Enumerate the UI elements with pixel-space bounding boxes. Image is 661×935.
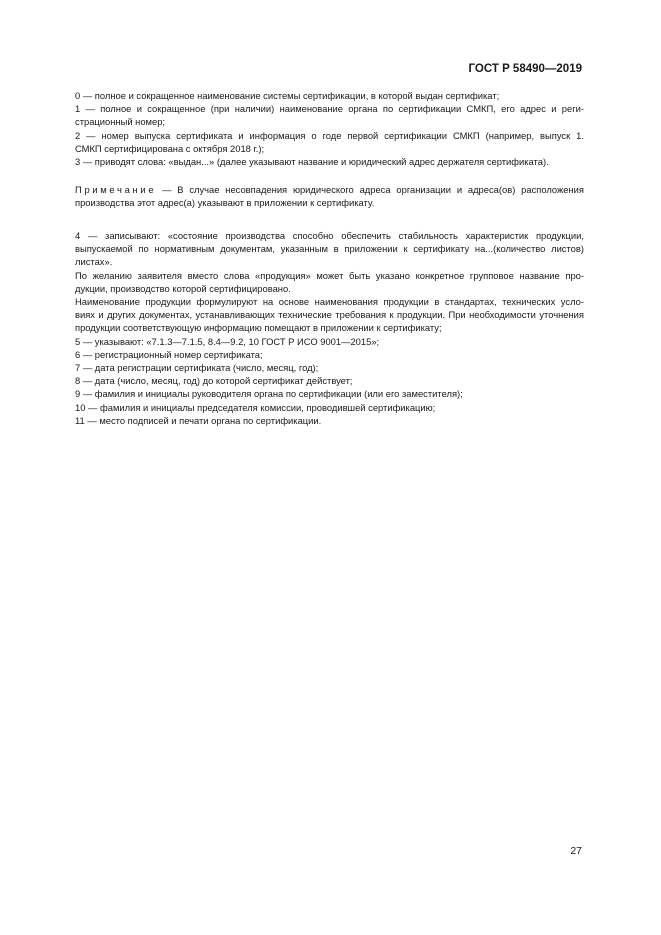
- legend-item-b-0-line-1: [75, 229, 584, 242]
- note-text: — В случае несовпадения юридического адреса организации и адреса(ов) расположения: [156, 184, 584, 195]
- legend-item-b-4-line-1: [75, 348, 584, 361]
- legend-item-b-0-line-2: [75, 242, 584, 255]
- legend-item-1-text-2: страционный номер;: [75, 116, 166, 128]
- note: [75, 183, 584, 209]
- note-line-2: [75, 196, 584, 209]
- legend-item-3-text-1: 3 — приводят слова: «выдан...» (далее указывают название и юридический адрес держателя сертификата).: [75, 156, 549, 168]
- legend-item-b-9-line-1: [75, 414, 584, 427]
- legend-item-b-6-text-1: 8 — дата (число, месяц, год) до которой сертификат действует;: [75, 375, 353, 387]
- note-continuation: производства этот адрес(а) указывают в приложении к сертификату.: [75, 197, 375, 209]
- legend-item-b-5-line-1: [75, 361, 584, 374]
- legend-item-b-3-text-1: 5 — указывают: «7.1.3—7.1.5, 8.4—9.2, 10 ГОСТ Р ИСО 9001—2015»;: [75, 335, 380, 347]
- legend-item-2-text-2: СМКП сертифицирована с октября 2018 г.);: [75, 142, 265, 154]
- legend-item-1-line-2: [75, 115, 584, 128]
- legend-item-b-6-line-1: [75, 374, 584, 387]
- legend-item-b-0-text-2: выпускаемой по нормативным документам, указанным в приложении к сертификату на...(количество листов): [75, 243, 584, 255]
- legend-item-b-9-text-1: 11 — место подписей и печати органа по сертификации.: [75, 414, 322, 426]
- note-line-1: [75, 183, 584, 196]
- legend-item-1-text-1: 1 — полное и сокращенное (при наличии) наименование органа по сертификации СМКП, его адрес и реги-: [75, 103, 584, 115]
- legend-item-b-4-text-1: 6 — регистрационный номер сертификата;: [75, 348, 263, 360]
- legend-item-b-3-line-1: [75, 335, 584, 348]
- legend-item-b-1-text-1: По желанию заявителя вместо слова «продукция» может быть указано конкретное групповое название про-: [75, 269, 584, 281]
- legend-item-b-7-line-1: [75, 387, 584, 400]
- legend-item-b-8-line-1: [75, 401, 584, 414]
- legend-item-b-2-text-1: Наименование продукции формулируют на основе наименования продукции в стандартах, технических усло-: [75, 296, 584, 308]
- legend-item-b-1-line-1: [75, 269, 584, 282]
- legend-item-b-2-text-2: виях и других документах, устанавливающих технические требования к продукции. При необходимости уточнения: [75, 309, 584, 321]
- legend-item-b-2-line-2: [75, 308, 584, 321]
- legend-item-2-text-1: 2 — номер выпуска сертификата и информация о годе первой сертификации СМКП (например, выпуск 1.: [75, 129, 584, 141]
- legend-item-b-0-line-3: [75, 255, 584, 268]
- legend-item-2-line-2: [75, 142, 584, 155]
- legend-item-b-1-line-2: [75, 282, 584, 295]
- page-number: 27: [570, 845, 582, 857]
- legend-item-0-line-1: [75, 89, 584, 102]
- legend-item-b-5-text-1: 7 — дата регистрации сертификата (число, месяц, год);: [75, 362, 319, 374]
- note-label: Примечание: [75, 184, 157, 195]
- standard-code: ГОСТ Р 58490—2019: [468, 63, 582, 75]
- legend-item-b-2-line-3: [75, 321, 584, 334]
- legend-item-b-8-text-1: 10 — фамилия и инициалы председателя комиссии, проводившей сертификацию;: [75, 401, 436, 413]
- legend-item-b-2-text-3: продукции соответствующую информацию помещают в приложении к сертификату;: [75, 322, 442, 334]
- legend-item-1-line-1: [75, 102, 584, 115]
- legend-item-2-line-1: [75, 129, 584, 142]
- legend-items-4-11: [75, 229, 584, 427]
- legend-item-b-0-text-3: листах».: [75, 256, 113, 268]
- legend-item-b-7-text-1: 9 — фамилия и инициалы руководителя органа по сертификации (или его заместителя);: [75, 388, 463, 400]
- legend-item-3-line-1: [75, 155, 584, 168]
- legend-item-0-text-1: 0 — полное и сокращенное наименование системы сертификации, в которой выдан сертификат;: [75, 90, 500, 101]
- legend-items-0-3: [75, 89, 584, 168]
- legend-item-b-1-text-2: дукции, производство которой сертифицировано.: [75, 282, 291, 294]
- legend-item-b-2-line-1: [75, 295, 584, 308]
- legend-item-b-0-text-1: 4 — записывают: «состояние производства способно обеспечить стабильность характеристик продукции,: [75, 230, 584, 241]
